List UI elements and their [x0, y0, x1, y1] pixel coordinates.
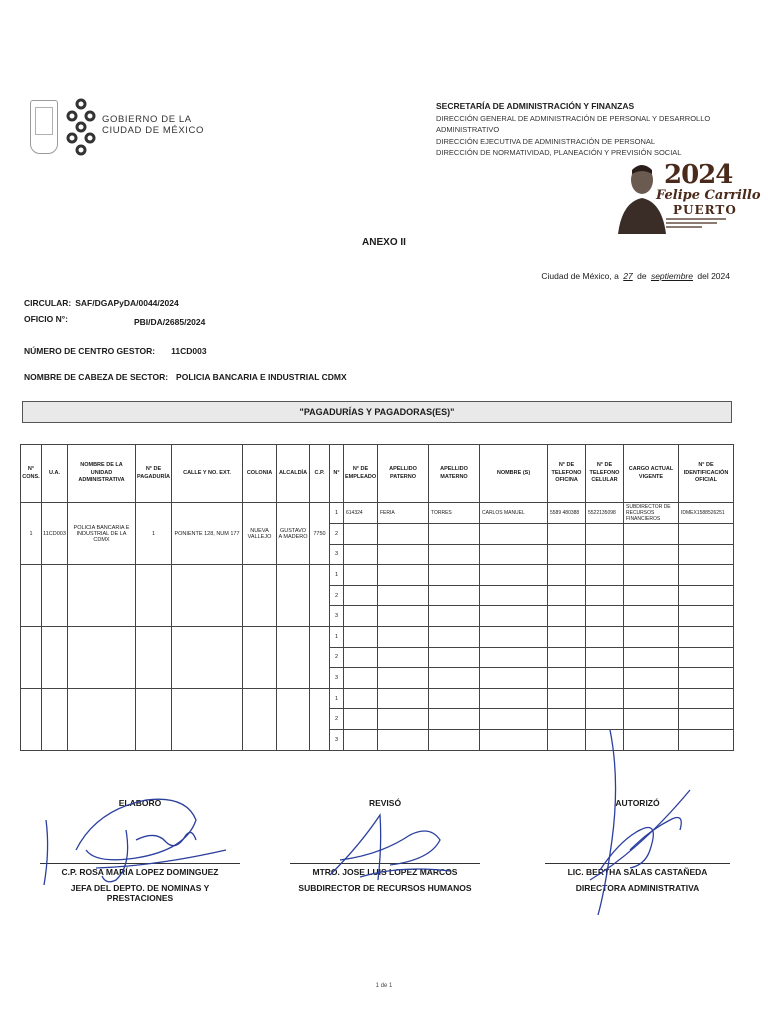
oficio-value: PBI/DA/2685/2024	[134, 317, 206, 327]
badge-name: Felipe Carrillo	[656, 188, 761, 203]
cp-cell: 7750	[310, 503, 330, 565]
empleado-cell: 614324	[344, 503, 378, 524]
column-header: NOMBRE (S)	[480, 445, 548, 503]
centro-gestor-line: NÚMERO DE CENTRO GESTOR: 11CD003	[24, 346, 207, 356]
row-number: 3	[330, 544, 344, 565]
badge-motto	[666, 218, 726, 232]
materno-cell: TORRES	[429, 503, 480, 524]
row-number: 2	[330, 524, 344, 545]
calle-cell: PONIENTE 128, NUM 177	[172, 503, 243, 565]
handwritten-signature-2	[320, 805, 460, 885]
cargo-cell: SUBDIRECTOR DE RECURSOS FINANCIEROS	[624, 503, 679, 524]
tel-oficina-cell: 5589 480388	[548, 503, 586, 524]
signer-title: SUBDIRECTOR DE RECURSOS HUMANOS	[298, 883, 472, 893]
date-line: Ciudad de México, a 27 de septiembre del 2024	[541, 271, 730, 281]
cabeza-sector-line: NOMBRE DE CABEZA DE SECTOR: POLICIA BANCARIA E INDUSTRIAL CDMX	[24, 372, 347, 382]
signature-role: ELABORÓ	[118, 798, 162, 808]
signer-title: JEFA DEL DEPTO. DE NOMINAS Y PRESTACIONES	[70, 883, 210, 903]
row-number: 3	[330, 606, 344, 627]
column-header: CARGO ACTUAL VIGENTE	[624, 445, 679, 503]
cons-cell: 1	[21, 503, 42, 565]
column-header: N° DE TELEFONO OFICINA	[548, 445, 586, 503]
badge-surname: PUERTO	[673, 203, 737, 217]
logo-text: GOBIERNO DE LA CIUDAD DE MÉXICO	[102, 114, 204, 136]
row-number: 1	[330, 565, 344, 586]
signature-role: REVISÓ	[368, 798, 402, 808]
column-header: N° DE TELEFONO CELULAR	[586, 445, 624, 503]
column-header: U.A.	[42, 445, 68, 503]
handwritten-signature-3	[550, 720, 700, 920]
year-badge	[606, 156, 761, 236]
unidad-cell: POLICIA BANCARIA E INDUSTRIAL DE LA CDMX	[68, 503, 136, 565]
row-number: 2	[330, 709, 344, 730]
column-header: N° CONS.	[21, 445, 42, 503]
colonia-cell: NUEVA VALLEJO	[243, 503, 277, 565]
column-header: APELLIDO PATERNO	[378, 445, 429, 503]
row-number: 1	[330, 503, 344, 524]
table-row	[21, 688, 734, 709]
column-header: C.P.	[310, 445, 330, 503]
section-banner: "PAGADURÍAS Y PAGADORAS(ES)"	[22, 401, 732, 423]
oficio-line: OFICIO N°:	[24, 314, 69, 324]
table-row	[21, 626, 734, 647]
agency-line: DIRECCIÓN DE NORMATIVIDAD, PLANEACIÓN Y PREVISIÓN SOCIAL	[436, 148, 682, 157]
row-number: 3	[330, 729, 344, 750]
alcaldia-cell: GUSTAVO A MADERO	[277, 503, 310, 565]
row-number: 3	[330, 668, 344, 689]
agency-header	[436, 101, 768, 159]
column-header: N° DE EMPLEADO	[344, 445, 378, 503]
page-counter: 1 de 1	[375, 983, 393, 989]
column-header: ALCALDÍA	[277, 445, 310, 503]
column-header: APELLIDO MATERNO	[429, 445, 480, 503]
paterno-cell: FERIA	[378, 503, 429, 524]
row-number: 2	[330, 585, 344, 606]
signature-role: AUTORIZÓ	[615, 798, 660, 808]
cdmx-knot-icon	[66, 98, 96, 156]
nombre-cell: CARLOS MANUEL	[480, 503, 548, 524]
table-row	[21, 503, 734, 524]
column-header: CALLE Y NO. EXT.	[172, 445, 243, 503]
column-header: NOMBRE DE LA UNIDAD ADMINISTRATIVA	[68, 445, 136, 503]
column-header: N° DE PAGADURÍA	[136, 445, 172, 503]
badge-year: 2024	[664, 160, 733, 190]
column-header: COLONIA	[243, 445, 277, 503]
table-header-row	[21, 445, 734, 503]
pagadurias-table	[20, 444, 734, 751]
table-row	[21, 565, 734, 586]
row-number: 1	[330, 626, 344, 647]
government-logo	[30, 98, 210, 158]
row-number: 2	[330, 647, 344, 668]
agency-line: DIRECCIÓN GENERAL DE ADMINISTRACIÓN DE PERSONAL Y DESARROLLO ADMINISTRATIVO	[436, 113, 711, 134]
identificacion-cell: IDMEX1588526251	[679, 503, 734, 524]
column-header: N°	[330, 445, 344, 503]
row-number: 1	[330, 688, 344, 709]
pagaduria-cell: 1	[136, 503, 172, 565]
signer-name: LIC. BERTHA SALAS CASTAÑEDA	[567, 867, 708, 877]
tel-celular-cell: 5522135098	[586, 503, 624, 524]
signer-title: DIRECTORA ADMINISTRATIVA	[575, 883, 700, 893]
signer-name: MTRO. JOSE LUIS LOPEZ MARCOS	[312, 867, 458, 877]
document-title: ANEXO II	[362, 237, 406, 248]
handwritten-signature-1	[36, 780, 236, 890]
column-header: N° DE IDENTIFICACIÓN OFICIAL	[679, 445, 734, 503]
agency-line: DIRECCIÓN EJECUTIVA DE ADMINISTRACIÓN DE PERSONAL	[436, 136, 656, 146]
ua-cell: 11CD003	[42, 503, 68, 565]
signer-name: C.P. ROSA MARÍA LOPEZ DOMINGUEZ	[61, 867, 219, 877]
coat-of-arms-icon	[30, 100, 58, 154]
circular-line: CIRCULAR: SAF/DGAPyDA/0044/2024	[24, 298, 179, 308]
agency-line: SECRETARÍA DE ADMINISTRACIÓN Y FINANZAS	[436, 101, 635, 111]
